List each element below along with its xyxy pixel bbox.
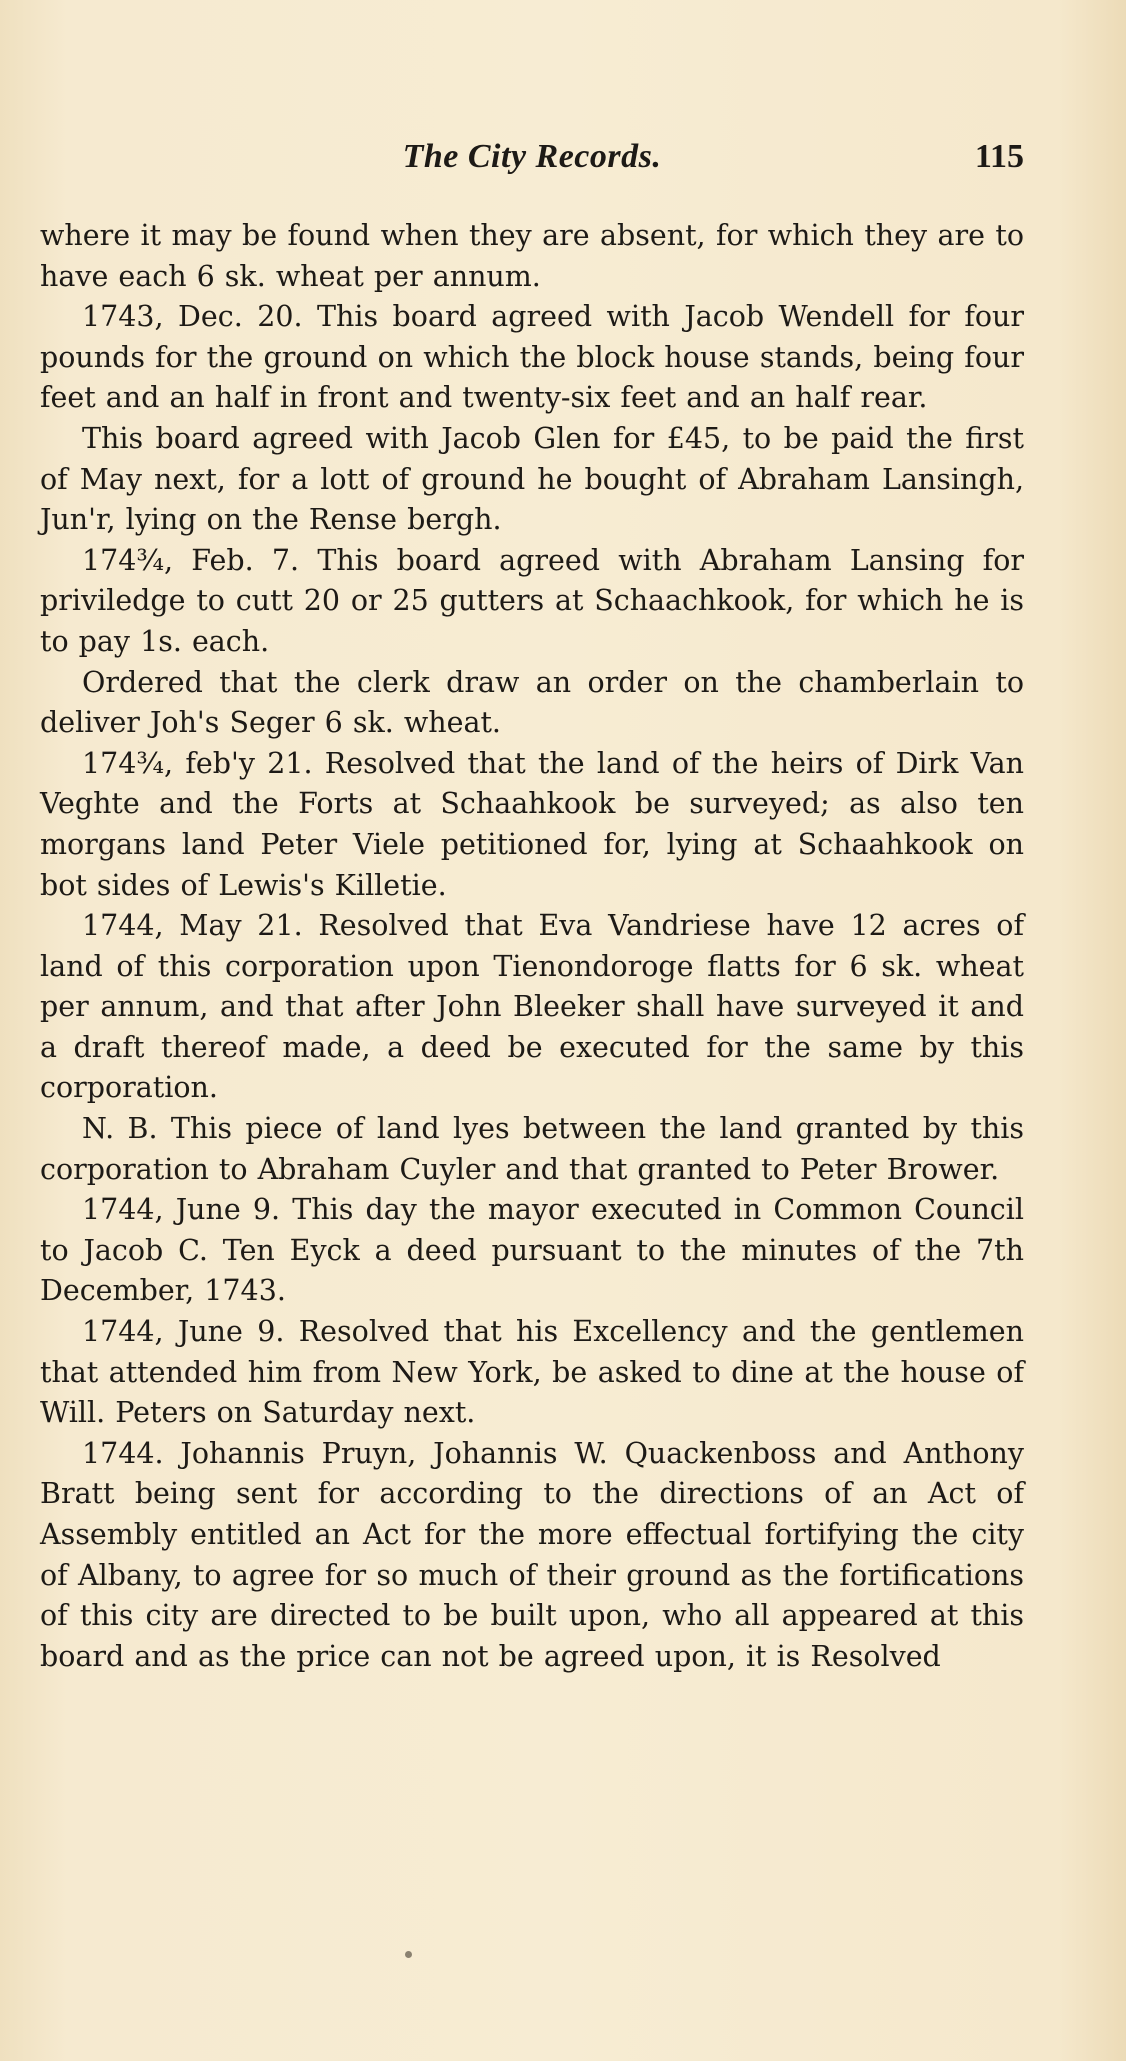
paragraph: 174¾, Feb. 7. This board agreed with Abraham Lansing for priviledge to cutt 20 or 25 gutters at Schaachkook, for which he is to pay 1s. each.: [40, 543, 1024, 658]
running-title: The City Records.: [402, 138, 662, 175]
book-page: [40, 138, 1024, 1677]
paragraph: 1744. Johannis Pruyn, Johannis W. Quackenboss and Anthony Bratt being sent for according to the directions of an Act of Assembly entitled an Act for the more effectual fortifying the city of Albany, to agree for so much of their ground as the fortifications of this city are directed to be built upon, who all appeared at this board and as the price can not be agreed upon, it is Resolved: [40, 1436, 1024, 1673]
paragraph: Ordered that the clerk draw an order on the chamberlain to deliver Joh's Seger 6 sk. wheat.: [40, 665, 1024, 740]
paragraph: 1743, Dec. 20. This board agreed with Jacob Wendell for four pounds for the ground on which the block house stands, being four feet and an half in front and twenty-six feet and an half rear.: [40, 300, 1024, 415]
paragraph: N. B. This piece of land lyes between the land granted by this corporation to Abraham Cuyler and that granted to Peter Brower.: [40, 1112, 1024, 1186]
paragraph: This board agreed with Jacob Glen for £45, to be paid the first of May next, for a lott of ground he bought of Abraham Lansingh, Jun'r, lying on the Rense bergh.: [40, 421, 1024, 537]
page-number: 115: [974, 138, 1024, 175]
body-text: [40, 216, 1024, 1677]
ink-speck: [405, 1951, 412, 1958]
paragraph: 1744, May 21. Resolved that Eva Vandriese have 12 acres of land of this corporation upon Tienondoroge flatts for 6 sk. wheat per annum, and that after John Bleeker shall have surveyed it and a draft thereof made, a deed be executed for the same by this corporation.: [40, 909, 1024, 1105]
paragraph: 174¾, feb'y 21. Resolved that the land of the heirs of Dirk Van Veghte and the Forts at Schaahkook be surveyed; as also ten morgans land Peter Viele petitioned for, lying at Schaahkook on bot sides of Lewis's Killetie.: [40, 746, 1024, 902]
paragraph: 1744, June 9. This day the mayor executed in Common Council to Jacob C. Ten Eyck a deed pursuant to the minutes of the 7th December, 1743.: [40, 1193, 1024, 1308]
page-header: [40, 138, 1024, 198]
paragraph: where it may be found when they are absent, for which they are to have each 6 sk. wheat per annum.: [40, 219, 1024, 293]
paragraph: 1744, June 9. Resolved that his Excellency and the gentlemen that attended him from New York, be asked to dine at the house of Will. Peters on Saturday next.: [40, 1315, 1024, 1430]
